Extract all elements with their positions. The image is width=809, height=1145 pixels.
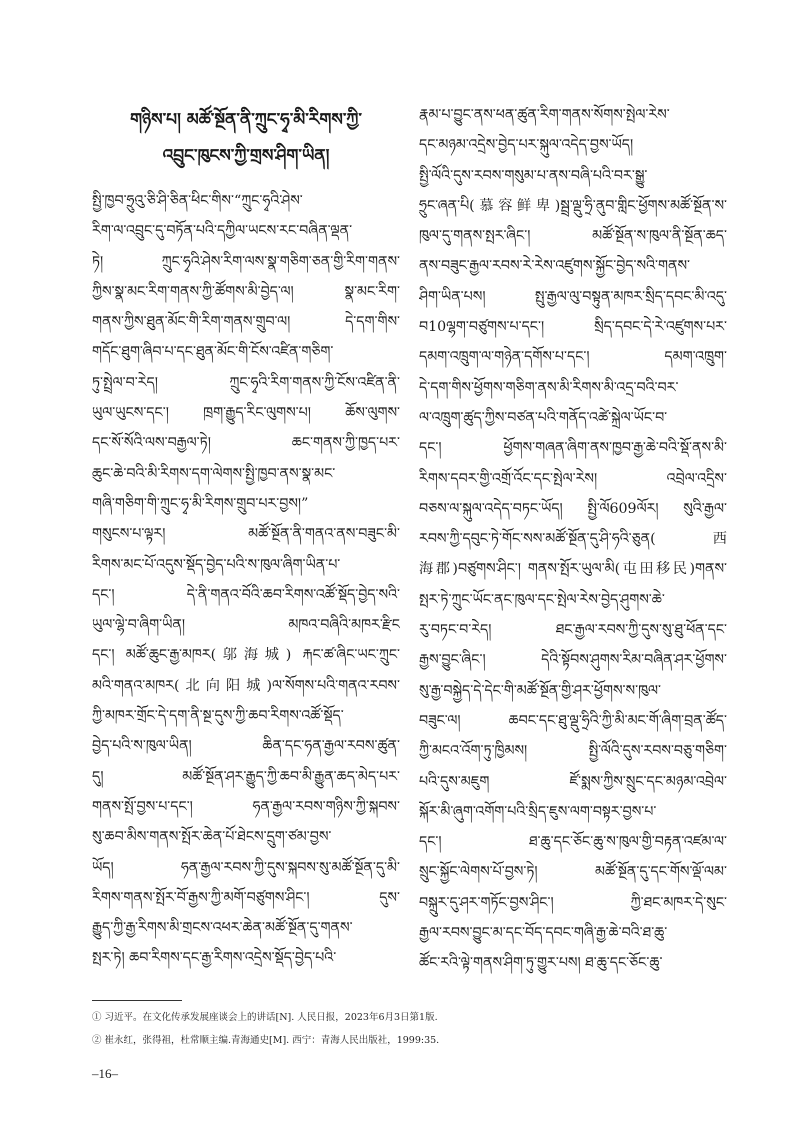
text-line: སྤྱི་ཁྱབ་ཧྲུའུ་ཅི་ཤི་ཅིན་ཕིང་གིས་“ཀྲུང་ཧྭའི་ཤེས་ <box>92 193 303 209</box>
text-line: རུ་བཏང་བ་རེད། ཐང་རྒྱལ་རབས་ཀྱི་དུས་སུ་ཐུ་ཕོན་དང་ <box>419 622 727 639</box>
text-line: སྤར་ཏེ་ཀྲུང་ཡོང་ནང་ཁུལ་དང་སྤེལ་རེས་བྱེད་ཤུགས་ཆེ་ <box>419 591 665 608</box>
text-line: ཧྲུང་ཞན་པི(慕容鲜卑)སྦྲ་ལྡུ་ཧྲི་ནུབ་གླིང་ཕྱོགས་མཚོ་སྔོན་ས་ <box>419 197 727 214</box>
text-line: པའི་དུས་མཇུག ཛོ་སྨས་ཀྱིས་སྲུང་དང་མཉམ་འབྲེལ་ <box>419 773 727 790</box>
text-line: རིགས་གནས་སྤོར་བོ་རྒྱས་ཀྱི་མགོ་བཙུགས་ཤིང་། དུས་ <box>92 889 400 906</box>
text-line: སྤར་ཏེ། ཆབ་རིགས་དང་རྒྱ་རིགས་འདྲེས་སྡོད་བྱེད་པའི་ <box>92 950 337 967</box>
text-line: ཀྱི་མངའ་འོག་ཏུ་ཁྱིམས། སྤྱི་ལོའི་དུས་རབས་བཅུ་གཅིག་ <box>419 743 727 760</box>
page-number: –16– <box>92 1066 118 1081</box>
footnote-1: ① 习近平。在文化传承发展座谈会上的讲话[N]. 人民日报，2023年6月3日第1版. <box>92 1012 438 1023</box>
text-line: དང་། མཚོ་ཆུང་རྒྱ་མཁར(邬海城) རྐང་ཚ་ཞིང་ཡང་ཀྲུང་ <box>92 647 400 664</box>
text-line: དང་། ཐ་ཆུ་དང་ཅོང་ཆུ་ས་ཁུལ་གྱི་བརྟན་འཛམ་ལ་ <box>419 834 727 851</box>
text-line: སྲུང་སྐྱོང་ལེགས་པོ་བྱས་ཏེ། མཚོ་སྔོན་དུ་དང་གོས་ལྡོ་ལམ་ <box>419 864 727 881</box>
text-line: དམག་འཁྲུག་ལ་གཉེན་དགོས་པ་དང་། དམག་འཁྲུག་ <box>419 349 727 366</box>
text-line: 海郡)བཙུགས་ཤིང་། གནས་སྤོར་ཡུལ་མི(屯田移民)གནས་ <box>419 561 727 578</box>
text-line: རྒྱལ་རབས་བྱུང་མ་དང་བོད་དབང་གཞི་རྒྱ་ཆེ་བའི་ཐ་ཆུ་ <box>419 925 668 942</box>
text-line: ཡུལ་ལྷེ་བ་ཞིག་ཡིན། མཁའ་བཞིའི་མཁར་རྫིང <box>92 617 400 634</box>
text-line: རིགས་དབར་གྱི་འགྲོ་འོང་དང་སྤེལ་རེས། འབྲེལ་འདྲིས་ <box>419 470 727 487</box>
text-line: རྒྱུད་ཀྱི་རྒྱ་རིགས་མི་གྲངས་འཕར་ཆེན་མཚོ་སྔོན་དུ་གནས་ <box>92 920 353 937</box>
text-line: ཀྱིས་སྣ་མང་རིག་གནས་ཀྱི་ཚོགས་མི་བྱེད་ལ། སྣ་མང་རིག་ <box>92 283 400 300</box>
text-line: དང་མཉམ་འདྲེས་བྱེད་པར་སྐུལ་འདེད་བྱས་ཡོད། <box>419 137 634 154</box>
text-line: ནས་བཟུང་རྒྱལ་རབས་རེ་རེས་འཛུགས་སྐྱོང་བྱེད་སའི་གནས་ <box>419 258 690 275</box>
text-line: དང་། དེ་ནི་གནའ་བོའི་ཆབ་རིགས་འཚོ་སྡོད་བྱེད་སའི་ <box>92 586 400 603</box>
text-line: ཡུལ་ཡུངས་དང་། ཁྲག་རྒྱུད་རིང་ལུགས་པ། ཆོས་ལུགས་ <box>92 405 400 422</box>
text-line: གཞི་གཅིག་གི་ཀྲུང་ཧྭ་མི་རིགས་གྲུབ་པར་བྱས།” <box>92 495 309 512</box>
text-line: གནས་སྤོ་བྱས་པ་དང་། ཧན་རྒྱལ་རབས་གཉིས་ཀྱི་སྐབས་ <box>92 798 400 815</box>
text-line: རྒྱས་བྱུང་ཞིང་། དེའི་སྟོབས་ཤུགས་རིམ་བཞིན་ཤར་ཕྱོགས་ <box>419 652 727 669</box>
text-line: དང་སོ་སོའི་ལས་བརྒྱལ་ཏེ། ཆང་གནས་ཀྱི་ཁྱད་པར་ <box>92 435 400 452</box>
text-line: ཡོད། ཧན་རྒྱལ་རབས་ཀྱི་དུས་སྐབས་སུ་མཚོ་སྔོན་དུ་མི་ <box>92 859 400 876</box>
text-line: རིགས་མང་པོ་འདུས་སྡོད་བྱེད་པའི་ས་ཁུལ་ཞིག་ཡིན་པ་ <box>92 556 341 573</box>
text-line: རབས་ཀྱི་དབུང་ཏེ་གོང་སས་མཚོ་སྔོན་དུ་ཤི་ཧའི་ཅུན(西 <box>419 531 727 548</box>
text-line: རྣམ་པ་བྱུང་ནས་ཕན་ཚུན་རིག་གནས་སོགས་སྤེལ་རེས་ <box>419 107 670 123</box>
footnote-divider <box>92 1000 182 1001</box>
text-line: མའི་གནའ་མཁར(北向阳城)ལ་སོགས་པའི་གནའ་རབས་ <box>92 677 400 694</box>
text-line: སྤྱི་ལོའི་དུས་རབས་གསུམ་པ་ནས་བཞི་པའི་བར་སྒྱུ་ <box>419 167 648 184</box>
text-line: ཆུང་ཆེ་བའི་མི་རིགས་དག་ལེགས་སྤྱི་ཁྱབ་ནས་སྣ་མང་ <box>92 465 336 482</box>
heading-line: གཉིས་པ། མཚོ་སྔོན་ནི་ཀྲུང་ཧྭ་མི་རིགས་ཀྱི་ <box>130 110 362 130</box>
text-line: དང་། ཕྱོགས་གཞན་ཞིག་ནས་ཁྱབ་རྒྱ་ཆེ་བའི་སྡོ་ནས་མི་ <box>419 440 727 457</box>
text-line: སུ་ཆབ་མིས་གནས་སྤོར་ཆེན་པོ་ཐེངས་དྲུག་ཙམ་བྱས་ <box>92 829 332 846</box>
text-line: གནས་ཀྱིས་ཐུན་མོང་གི་རིག་གནས་གྲུབ་ལ། དེ་དག་གིས་ <box>92 314 400 331</box>
text-line: ཏུ་སྤྲེལ་བ་རེད། ཀྲུང་ཧྭའི་རིག་གནས་ཀྱི་ངོས་འཛིན་ནི་ <box>92 374 400 391</box>
heading-line: འབྲུང་ཁུངས་ཀྱི་གྲས་ཤིག་ཡིན། <box>162 146 330 166</box>
text-line: སུ་རྒྱ་བསྐྱེད་དེ་དེང་གི་མཚོ་སྔོན་གྱི་ཤར་ཕྱོགས་ས་ཁུལ་ <box>419 682 662 699</box>
left-body <box>92 186 400 974</box>
text-line: ཚོང་རའི་ལྟེ་གནས་ཤིག་ཏུ་གྱུར་པས། ཐ་ཆུ་དང་ཅོང་ཆུ་ <box>419 955 663 972</box>
text-line: ཤིག་ཡིན་པས། སྤུ་རྒྱལ་ལུ་བསྟུན་མཁར་སྲིད་དབང་མི་འདུ་ <box>419 288 727 305</box>
right-column <box>419 100 727 979</box>
text-line: བྱེད་པའི་ས་ཁུལ་ཡིན། ཆིན་དང་ཧན་རྒྱལ་རབས་ཚུན་ <box>92 738 400 755</box>
text-line: བ10ལྷག་བཙུགས་པ་དང་། སྲིད་དབང་དེ་རེ་འཛུགས་པར་ <box>419 319 727 336</box>
footnote-2: ② 崔永红，张得祖，杜常顺主编.青海通史[M]. 西宁：青海人民出版社，1999:35. <box>92 1035 440 1046</box>
right-body <box>419 100 727 979</box>
text-line: དེ་དག་གིས་ཕྱོགས་གཅིག་ནས་མི་རིགས་མི་འདྲ་བའི་བར་ <box>419 379 679 396</box>
text-line: ཀྱི་མཁར་གྲོང་དེ་དག་ནི་སྔ་དུས་ཀྱི་ཆབ་རིགས་འཚོ་སྡོད་ <box>92 708 344 725</box>
text-line: བཟུང་ལ། ཆབང་དང་ཐུ་ལྡུ་ཧྲིའི་ཀྱི་མི་མང་གོ་ཞིག་བྲན་ཚོད་ <box>419 712 727 729</box>
text-line: གདོང་ཐུག་ཞིབ་པ་དང་ཐུན་མོང་གི་ངོས་འཛིན་གཅིག་ <box>92 344 334 361</box>
text-line: རིག་ལ་འབྲུང་དུ་བཏོན་པའི་དཀྱིལ་ཡངས་རང་བཞིན་ལྡན་ <box>92 223 353 240</box>
text-line: ཏེ། ཀྲུང་ཧྭའི་ཤེས་རིག་ལས་སྣ་གཅིག་ཅན་གྱི་རིག་གནས་ <box>92 253 400 270</box>
text-line: བཅས་ལ་སྐུལ་འདེད་བཏང་ཡོད། སྤྱི་ལོ609ལོར། སུའི་རྒྱལ་ <box>419 500 727 517</box>
text-line: དུ། མཚོ་སྔོན་ཤར་རྒྱུད་ཀྱི་ཆབ་མི་རྒྱུན་ཆད་མེད་པར་ <box>92 768 400 785</box>
text-line: བསྐྲུར་དུ་ཤར་གཏོང་བྱས་ཤིང་། ཀྱི་ཐང་མཁར་དེ་སུང་ <box>419 894 727 911</box>
section-heading <box>92 102 400 174</box>
text-line: གསུངས་པ་ལྟར། མཚོ་སྔོན་ནི་གནའ་ནས་བཟུང་མི་ <box>92 526 400 543</box>
left-column <box>92 100 400 974</box>
text-line: ལ་འཁྲུག་ཚུད་ཀྱིས་བཙན་པའི་གནོད་འཚེ་སྐྲེལ་ཡོང་བ་ <box>419 409 668 426</box>
text-line: སྐོར་མི་ཞུག་འགོག་པའི་སྲིད་ཇུས་ལག་བསྟར་བྱས་པ་ <box>419 803 657 820</box>
text-line: ཁུལ་དུ་གནས་སྤར་ཞིང་། མཚོ་སྔོན་ས་ཁུལ་ནི་སྔོན་ཆད་ <box>419 228 727 245</box>
footnotes <box>92 1006 722 1052</box>
